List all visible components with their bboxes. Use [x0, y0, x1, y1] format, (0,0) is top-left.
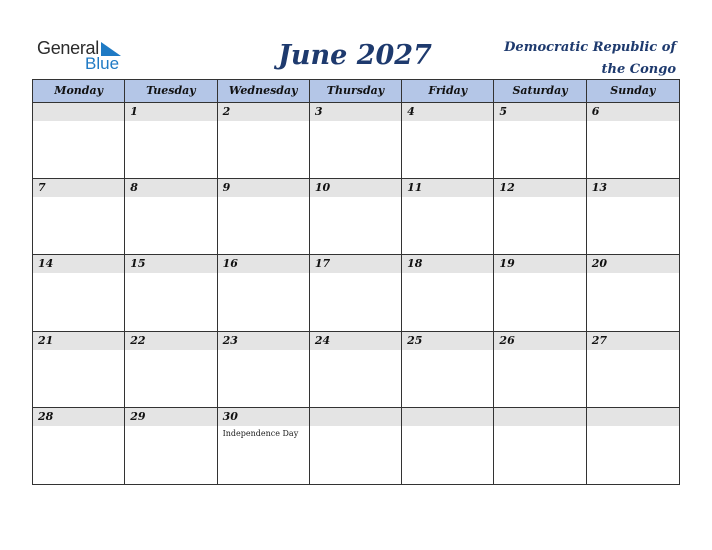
day-cell — [125, 255, 217, 331]
day-band — [587, 408, 679, 426]
day-cell — [402, 408, 494, 484]
day-cell — [33, 408, 125, 484]
day-number: 10 — [314, 181, 331, 195]
day-number: 11 — [407, 181, 423, 195]
logo-blue-text: Blue — [85, 54, 120, 73]
weekday-header: Saturday — [494, 80, 586, 103]
day-number: 24 — [314, 333, 331, 347]
day-band — [310, 103, 401, 121]
day-cell — [33, 332, 125, 408]
day-cell — [494, 255, 586, 331]
day-cell — [125, 332, 217, 408]
day-number: 19 — [499, 257, 515, 271]
day-number: 23 — [222, 333, 238, 347]
weekday-header: Friday — [402, 80, 494, 103]
weekday-header: Wednesday — [218, 80, 310, 103]
day-number: 9 — [222, 181, 231, 195]
country-line-1: Democratic Republic of — [504, 40, 676, 55]
day-number: 4 — [407, 105, 415, 118]
day-cell — [402, 255, 494, 331]
day-number: 29 — [130, 409, 146, 423]
day-number: 7 — [38, 181, 46, 195]
generalblue-logo — [37, 38, 137, 74]
day-number: 26 — [499, 333, 515, 347]
day-band — [218, 179, 309, 197]
weekday-header: Monday — [33, 80, 125, 103]
day-cell — [33, 255, 125, 331]
month-title: June 2027 — [278, 40, 432, 71]
day-cell — [587, 255, 679, 331]
day-cell — [33, 179, 125, 255]
day-cell — [218, 332, 310, 408]
day-cell — [218, 103, 310, 179]
day-band — [587, 103, 679, 121]
day-band — [218, 103, 309, 121]
day-cell — [125, 103, 217, 179]
day-cell — [494, 103, 586, 179]
day-number: 15 — [130, 257, 146, 271]
day-number: 22 — [130, 333, 146, 347]
day-cell — [587, 179, 679, 255]
day-band — [494, 103, 585, 121]
day-band — [33, 103, 124, 121]
day-number: 2 — [222, 105, 231, 118]
day-number: 8 — [130, 181, 138, 195]
day-number: 20 — [591, 257, 608, 271]
day-number: 5 — [499, 105, 508, 118]
country-name — [476, 37, 676, 81]
holiday-label: Independence Day — [222, 428, 299, 438]
day-number: 28 — [38, 409, 54, 423]
day-number: 14 — [38, 257, 54, 271]
day-cell — [310, 255, 402, 331]
day-band — [125, 103, 216, 121]
day-number: 1 — [130, 105, 138, 118]
weekday-header: Tuesday — [125, 80, 217, 103]
day-cell — [494, 179, 586, 255]
day-cell — [587, 332, 679, 408]
day-cell — [402, 179, 494, 255]
day-cell — [402, 332, 494, 408]
weekday-header: Thursday — [310, 80, 402, 103]
day-number: 21 — [38, 333, 54, 347]
day-cell — [33, 103, 125, 179]
day-cell — [310, 179, 402, 255]
day-band — [33, 179, 124, 197]
weekday-header: Sunday — [587, 80, 679, 103]
logo-general-text: General — [37, 38, 99, 58]
day-cell — [494, 408, 586, 484]
day-band — [310, 408, 401, 426]
day-cell — [402, 103, 494, 179]
day-number: 12 — [499, 181, 515, 195]
day-band — [125, 179, 216, 197]
day-number: 17 — [314, 257, 331, 271]
day-cell — [494, 332, 586, 408]
day-number: 18 — [407, 257, 423, 271]
day-cell — [125, 408, 217, 484]
day-cell — [218, 408, 310, 484]
day-number: 13 — [591, 181, 608, 195]
day-cell — [310, 408, 402, 484]
day-number: 16 — [222, 257, 238, 271]
day-band — [402, 408, 493, 426]
day-number: 30 — [222, 409, 238, 423]
day-cell — [587, 103, 679, 179]
day-cell — [310, 103, 402, 179]
day-cell — [125, 179, 217, 255]
day-cell — [310, 332, 402, 408]
day-cell — [218, 255, 310, 331]
day-band — [494, 408, 585, 426]
day-number: 6 — [591, 105, 600, 118]
day-number: 3 — [314, 105, 323, 118]
day-band — [402, 103, 493, 121]
day-cell — [587, 408, 679, 484]
country-line-2: the Congo — [601, 62, 676, 77]
day-number: 25 — [407, 333, 423, 347]
calendar-grid — [32, 79, 680, 485]
day-cell — [218, 179, 310, 255]
day-number: 27 — [591, 333, 608, 347]
